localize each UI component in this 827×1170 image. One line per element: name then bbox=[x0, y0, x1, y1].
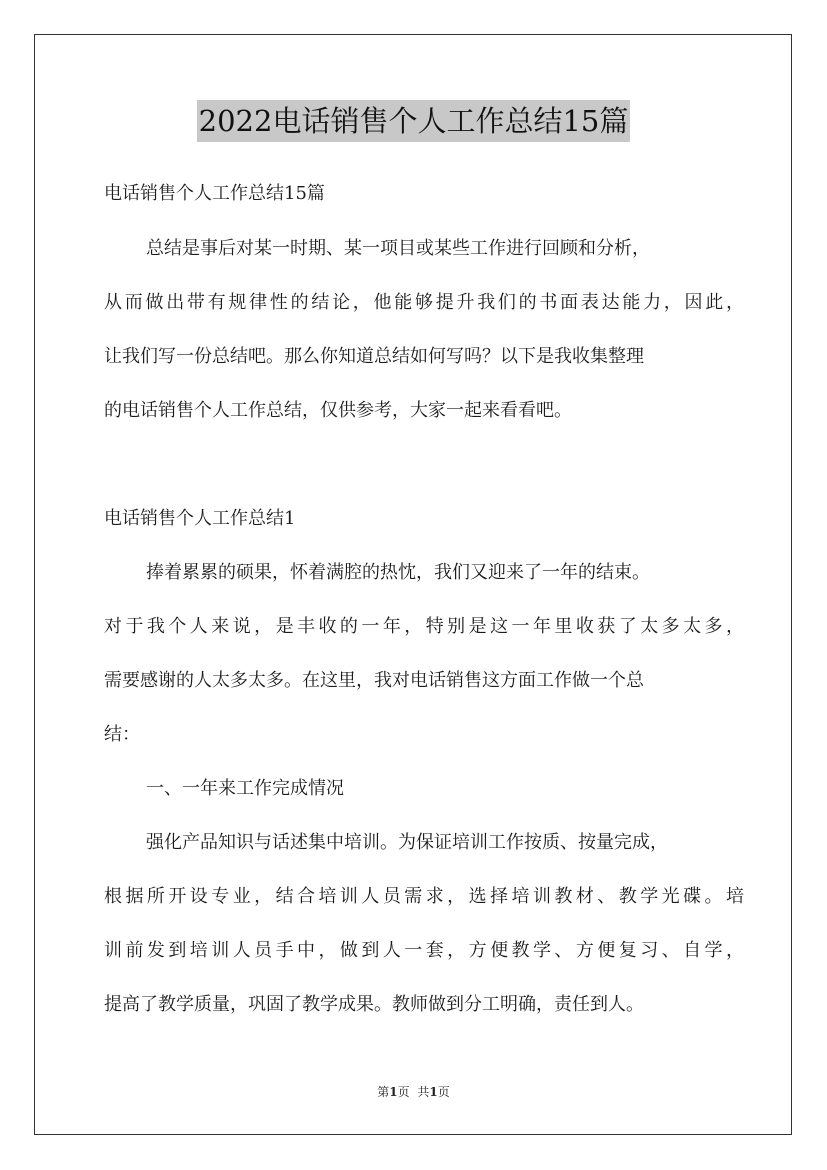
footer-total-number: 1 bbox=[429, 1085, 438, 1099]
footer-page-prefix: 第 bbox=[377, 1085, 390, 1099]
section-line-3: 需要感谢的人太多太多。在这里，我对电话销售这方面工作做一个总 bbox=[104, 670, 644, 691]
section-title: 电话销售个人工作总结1 bbox=[104, 508, 296, 529]
footer-page-number: 1 bbox=[389, 1085, 398, 1099]
body-line-3: 训前发到培训人员手中，做到人一套，方便教学、方便复习、自学， bbox=[104, 940, 744, 961]
document-subtitle: 电话销售个人工作总结15篇 bbox=[104, 183, 325, 204]
intro-line-4: 的电话销售个人工作总结，仅供参考，大家一起来看看吧。 bbox=[104, 400, 572, 421]
footer-total-suffix: 页 bbox=[437, 1085, 450, 1099]
section-line-2: 对于我个人来说，是丰收的一年，特别是这一年里收获了太多太多， bbox=[104, 616, 744, 637]
footer-page-suffix: 页 bbox=[397, 1085, 410, 1099]
intro-line-1: 总结是事后对某一时期、某一项目或某些工作进行回顾和分析， bbox=[146, 238, 650, 259]
section-line-4: 结： bbox=[104, 724, 140, 745]
title-container bbox=[0, 100, 827, 142]
heading-1: 一、一年来工作完成情况 bbox=[146, 778, 344, 799]
intro-line-2: 从而做出带有规律性的结论，他能够提升我们的书面表达能力，因此， bbox=[104, 292, 744, 313]
document-title: 2022电话销售个人工作总结15篇 bbox=[197, 100, 631, 142]
page-footer bbox=[0, 1083, 827, 1100]
body-line-4: 提高了教学质量，巩固了教学成果。教师做到分工明确，责任到人。 bbox=[104, 994, 644, 1015]
section-line-1: 捧着累累的硕果，怀着满腔的热忱，我们又迎来了一年的结束。 bbox=[146, 562, 650, 583]
body-line-1: 强化产品知识与话述集中培训。为保证培训工作按质、按量完成， bbox=[146, 832, 668, 853]
body-line-2: 根据所开设专业，结合培训人员需求，选择培训教材、教学光碟。培 bbox=[104, 886, 744, 907]
footer-total-prefix: 共 bbox=[417, 1085, 430, 1099]
intro-line-3: 让我们写一份总结吧。那么你知道总结如何写吗？以下是我收集整理 bbox=[104, 346, 644, 367]
